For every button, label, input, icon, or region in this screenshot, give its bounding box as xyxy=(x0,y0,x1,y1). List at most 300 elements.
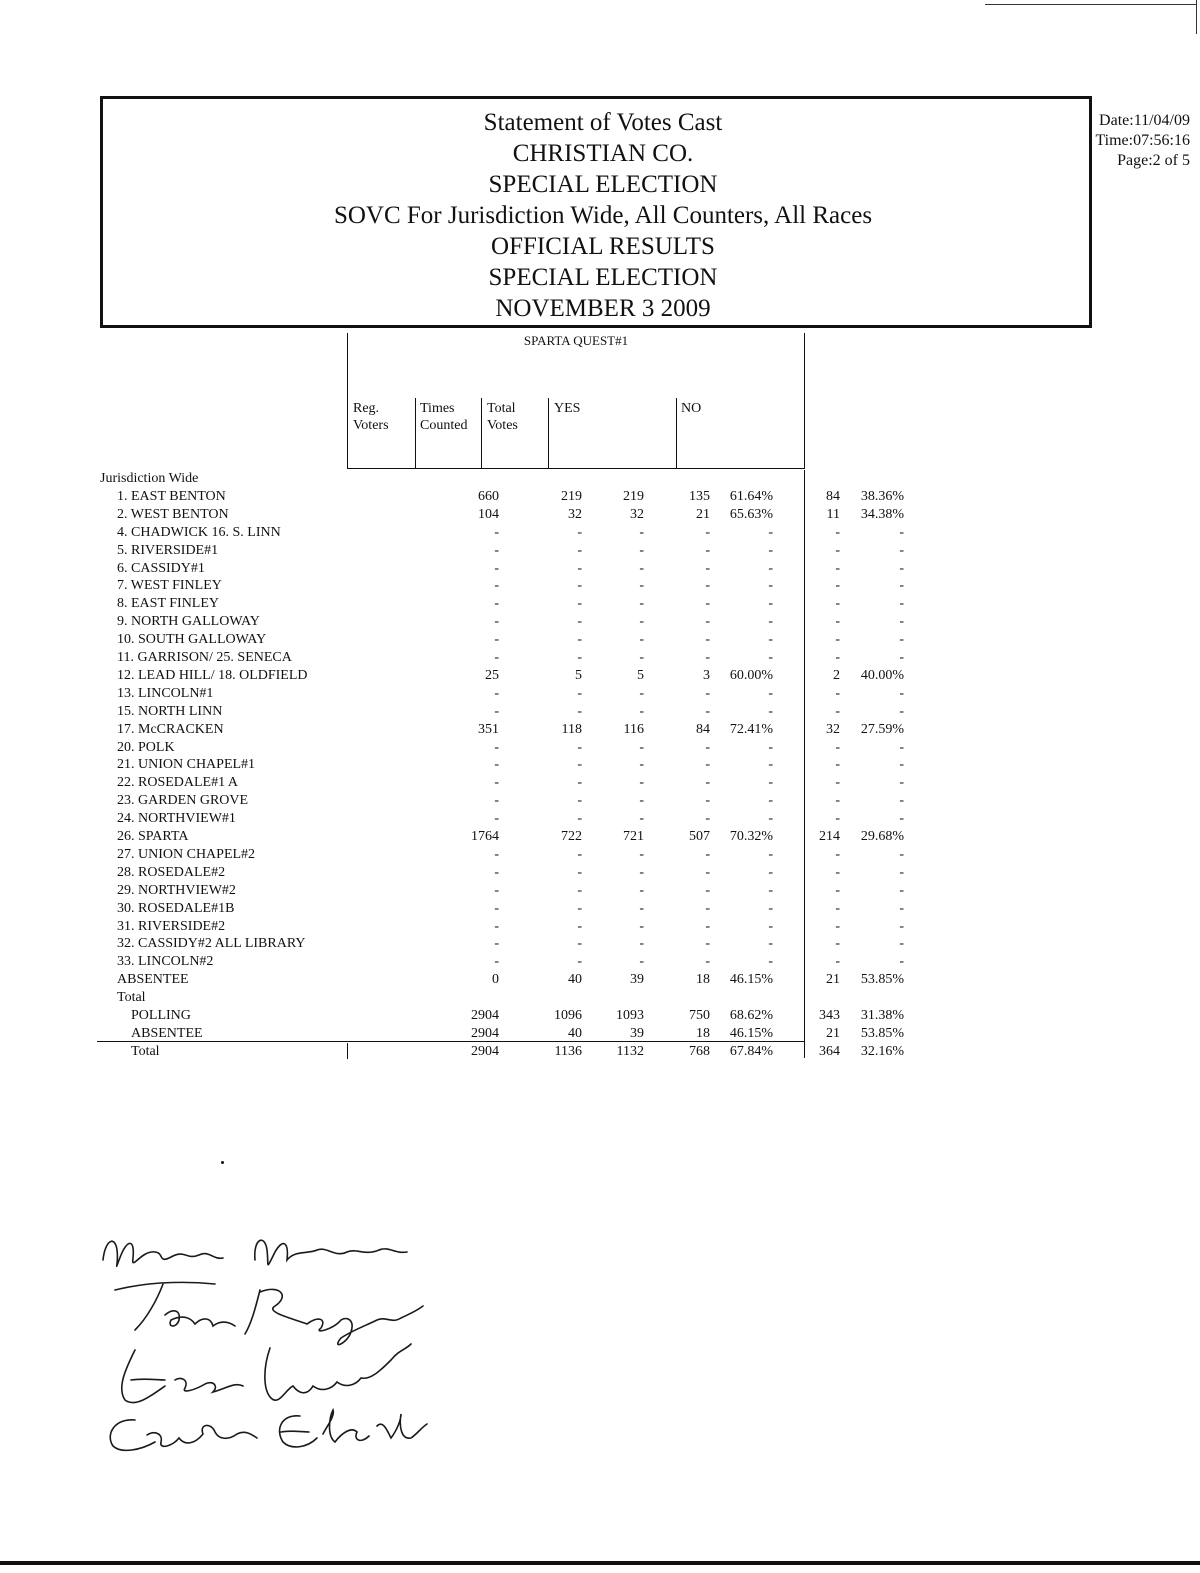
cell-no-pct: - xyxy=(899,954,904,970)
cell-no-pct: - xyxy=(899,650,904,665)
table-row xyxy=(97,756,904,774)
cell-no: 21 xyxy=(826,972,840,988)
row-label: 26. SPARTA xyxy=(117,829,189,844)
cell-reg: - xyxy=(494,846,499,862)
group-label-row xyxy=(97,470,807,488)
row-label: Total xyxy=(117,990,146,1006)
signature-1 xyxy=(103,1240,407,1266)
cell-total: - xyxy=(639,542,644,558)
cell-reg: - xyxy=(494,811,499,827)
cell-yes-pct: 46.15% xyxy=(729,1025,773,1041)
cell-no-pct: - xyxy=(899,703,904,719)
row-label: 2. WEST BENTON xyxy=(117,506,229,522)
cell-total: 721 xyxy=(623,829,644,844)
cell-yes: - xyxy=(705,578,710,594)
report-page: Page:2 of 5 xyxy=(1117,152,1190,169)
cell-yes: 18 xyxy=(696,1025,710,1041)
cell-yes: 3 xyxy=(703,667,710,683)
cell-yes-pct: 70.32% xyxy=(729,829,773,844)
cell-yes-pct: 61.64% xyxy=(729,488,773,504)
cell-yes: - xyxy=(705,596,710,612)
row-label: 33. LINCOLN#2 xyxy=(117,954,214,970)
cell-no-pct: - xyxy=(899,811,904,827)
table-row xyxy=(97,631,904,649)
report-time: Time:07:56:16 xyxy=(1095,132,1190,149)
row-label: 4. CHADWICK 16. S. LINN xyxy=(117,524,281,540)
cell-yes: - xyxy=(705,739,710,755)
cell-times: - xyxy=(577,954,582,970)
row-label: 8. EAST FINLEY xyxy=(117,596,220,612)
cell-no: - xyxy=(835,542,840,558)
cell-no: - xyxy=(835,739,840,755)
row-label: 23. GARDEN GROVE xyxy=(117,793,249,809)
cell-no: - xyxy=(835,614,840,630)
cell-times: 1136 xyxy=(554,1043,582,1059)
cell-times: - xyxy=(577,846,582,862)
table-divider-right xyxy=(804,333,805,469)
cell-total: - xyxy=(639,632,644,648)
row-label: 7. WEST FINLEY xyxy=(117,578,222,594)
table-row xyxy=(97,882,904,900)
cell-no-pct: - xyxy=(899,685,904,701)
cell-no: - xyxy=(835,775,840,791)
cell-no-pct: 27.59% xyxy=(860,721,904,737)
cell-times: - xyxy=(577,614,582,630)
cell-total: 32 xyxy=(630,506,644,522)
cell-yes-pct: - xyxy=(768,882,773,898)
header-title-block xyxy=(103,107,1103,324)
table-row xyxy=(97,667,904,685)
cell-reg: - xyxy=(494,900,499,916)
cell-reg: - xyxy=(494,614,499,630)
cell-no-pct: - xyxy=(899,918,904,934)
cell-yes: - xyxy=(705,703,710,719)
cell-yes: - xyxy=(705,542,710,558)
cell-reg: - xyxy=(494,739,499,755)
col-header-total-votes: Total Votes xyxy=(487,401,518,433)
table-row xyxy=(97,649,904,667)
cell-reg: 351 xyxy=(478,721,499,737)
cell-reg: - xyxy=(494,954,499,970)
cell-yes: 768 xyxy=(689,1043,710,1059)
cell-times: - xyxy=(577,650,582,665)
cell-yes: - xyxy=(705,775,710,791)
cell-total: - xyxy=(639,846,644,862)
cell-times: - xyxy=(577,900,582,916)
scan-edge-line-bottom xyxy=(0,1561,1200,1565)
row-label: ABSENTEE xyxy=(131,1025,203,1041)
cell-no: - xyxy=(835,524,840,540)
subtotal-row xyxy=(97,1007,904,1025)
cell-no-pct: 53.85% xyxy=(860,972,904,988)
cell-reg: - xyxy=(494,685,499,701)
header-line-2: CHRISTIAN CO. xyxy=(512,140,694,167)
col-divider-no xyxy=(676,398,677,469)
cell-yes-pct: - xyxy=(768,846,773,862)
cell-reg: 25 xyxy=(485,667,499,683)
row-label: 29. NORTHVIEW#2 xyxy=(117,882,236,898)
cell-times: 722 xyxy=(561,829,582,844)
cell-times: 118 xyxy=(561,721,582,737)
cell-no: - xyxy=(835,650,840,665)
cell-total: 219 xyxy=(623,488,644,504)
cell-yes-pct: 67.84% xyxy=(729,1043,773,1059)
table-row xyxy=(97,953,904,971)
table-row xyxy=(97,918,904,936)
cell-reg: - xyxy=(494,757,499,773)
col-header-reg-voters: Reg. Voters xyxy=(353,401,389,433)
table-row xyxy=(97,613,904,631)
cell-no-pct: 32.16% xyxy=(860,1043,904,1059)
cell-reg: 2904 xyxy=(471,1008,499,1023)
cell-yes-pct: - xyxy=(768,596,773,612)
row-label: 9. NORTH GALLOWAY xyxy=(117,614,260,630)
signature-2 xyxy=(115,1282,423,1344)
cell-yes-pct: - xyxy=(768,775,773,791)
cell-times: - xyxy=(577,882,582,898)
cell-yes: - xyxy=(705,560,710,576)
table-row xyxy=(97,792,904,810)
cell-yes-pct: - xyxy=(768,578,773,594)
row-label: 20. POLK xyxy=(117,739,175,755)
cell-no: - xyxy=(835,757,840,773)
cell-no: 343 xyxy=(819,1008,840,1023)
table-row xyxy=(97,685,904,703)
cell-reg: 2904 xyxy=(471,1025,499,1041)
cell-yes-pct: - xyxy=(768,560,773,576)
cell-reg: 104 xyxy=(478,506,499,522)
cell-total: - xyxy=(639,900,644,916)
cell-no: 2 xyxy=(833,667,840,683)
cell-no-pct: - xyxy=(899,846,904,862)
col-divider-times xyxy=(415,398,416,469)
cell-reg: - xyxy=(494,882,499,898)
cell-no-pct: 40.00% xyxy=(860,667,904,683)
table-header-rule xyxy=(347,468,805,469)
cell-times: - xyxy=(577,811,582,827)
cell-reg: - xyxy=(494,632,499,648)
cell-reg: - xyxy=(494,703,499,719)
race-title: SPARTA QUEST#1 xyxy=(523,333,629,348)
cell-yes-pct: - xyxy=(768,936,773,952)
cell-total: - xyxy=(639,596,644,612)
cell-total: - xyxy=(639,739,644,755)
cell-times: - xyxy=(577,596,582,612)
cell-no: 84 xyxy=(826,488,840,504)
cell-times: - xyxy=(577,793,582,809)
row-label: 6. CASSIDY#1 xyxy=(117,560,205,576)
table-divider-left xyxy=(347,333,348,469)
col-header-no: NO xyxy=(681,401,702,416)
cell-yes-pct: - xyxy=(768,614,773,630)
cell-total: - xyxy=(639,560,644,576)
cell-no-pct: 34.38% xyxy=(860,506,904,522)
cell-reg: - xyxy=(494,542,499,558)
cell-no: - xyxy=(835,793,840,809)
row-label: 22. ROSEDALE#1 A xyxy=(117,775,238,791)
cell-times: - xyxy=(577,739,582,755)
cell-reg: - xyxy=(494,650,499,665)
cell-total: - xyxy=(639,793,644,809)
table-row xyxy=(97,900,904,918)
table-row xyxy=(97,703,904,721)
cell-total: - xyxy=(639,757,644,773)
cell-no-pct: - xyxy=(899,542,904,558)
cell-no-pct: - xyxy=(899,578,904,594)
table-row xyxy=(97,524,904,542)
cell-yes-pct: - xyxy=(768,703,773,719)
cell-times: - xyxy=(577,524,582,540)
cell-no: - xyxy=(835,900,840,916)
cell-times: - xyxy=(577,632,582,648)
row-label: Total xyxy=(131,1043,160,1059)
cell-times: - xyxy=(577,936,582,952)
cell-yes: 135 xyxy=(689,488,710,504)
row-label: 11. GARRISON/ 25. SENECA xyxy=(117,650,292,665)
cell-no-pct: 53.85% xyxy=(860,1025,904,1041)
cell-no-pct: - xyxy=(899,936,904,952)
cell-total: - xyxy=(639,882,644,898)
cell-yes-pct: - xyxy=(768,918,773,934)
table-row xyxy=(97,721,904,739)
cell-total: - xyxy=(639,703,644,719)
cell-total: - xyxy=(639,775,644,791)
cell-times: 219 xyxy=(561,488,582,504)
cell-no: - xyxy=(835,846,840,862)
row-label: 32. CASSIDY#2 ALL LIBRARY xyxy=(117,936,306,952)
cell-yes: - xyxy=(705,685,710,701)
row-label: 31. RIVERSIDE#2 xyxy=(117,918,226,934)
cell-reg: 660 xyxy=(478,488,499,504)
table-row xyxy=(97,828,904,846)
cell-times: - xyxy=(577,685,582,701)
cell-yes: - xyxy=(705,954,710,970)
table-row xyxy=(97,935,904,953)
cell-times: 40 xyxy=(568,972,582,988)
row-label: 15. NORTH LINN xyxy=(117,703,223,719)
row-label: 21. UNION CHAPEL#1 xyxy=(117,757,256,773)
header-line-4: SOVC For Jurisdiction Wide, All Counters, All Races xyxy=(333,202,873,229)
cell-total: 39 xyxy=(630,972,644,988)
cell-yes: 750 xyxy=(689,1008,710,1023)
cell-times: - xyxy=(577,757,582,773)
cell-times: - xyxy=(577,542,582,558)
cell-yes-pct: - xyxy=(768,650,773,665)
cell-no: 32 xyxy=(826,721,840,737)
cell-reg: - xyxy=(494,864,499,880)
cell-yes: - xyxy=(705,811,710,827)
cell-no-pct: - xyxy=(899,739,904,755)
cell-reg: - xyxy=(494,775,499,791)
cell-no-pct: - xyxy=(899,560,904,576)
cell-reg: - xyxy=(494,793,499,809)
cell-yes: - xyxy=(705,900,710,916)
cell-yes: 21 xyxy=(696,506,710,522)
cell-times: 1096 xyxy=(554,1008,582,1023)
table-row xyxy=(97,560,904,578)
grand-total-row xyxy=(97,1043,904,1061)
col-divider-total xyxy=(481,398,482,469)
cell-yes-pct: - xyxy=(768,685,773,701)
cell-no: - xyxy=(835,936,840,952)
cell-yes-pct: 72.41% xyxy=(729,721,773,737)
table-row xyxy=(97,542,904,560)
report-header xyxy=(100,96,1190,328)
cell-times: - xyxy=(577,918,582,934)
cell-yes-pct: - xyxy=(768,757,773,773)
header-line-1: Statement of Votes Cast xyxy=(483,109,723,136)
col-header-yes: YES xyxy=(554,401,581,416)
cell-yes-pct: - xyxy=(768,864,773,880)
cell-times: - xyxy=(577,703,582,719)
cell-no: - xyxy=(835,703,840,719)
header-line-7: NOVEMBER 3 2009 xyxy=(495,295,711,322)
table-row xyxy=(97,739,904,757)
cell-yes-pct: - xyxy=(768,739,773,755)
cell-times: 40 xyxy=(568,1025,582,1041)
row-label: 24. NORTHVIEW#1 xyxy=(117,811,236,827)
row-label: 10. SOUTH GALLOWAY xyxy=(117,632,267,648)
cell-no: - xyxy=(835,632,840,648)
cell-total: - xyxy=(639,524,644,540)
cell-yes-pct: 46.15% xyxy=(729,972,773,988)
cell-no: - xyxy=(835,596,840,612)
row-label: 28. ROSEDALE#2 xyxy=(117,864,226,880)
row-label: 30. ROSEDALE#1B xyxy=(117,900,235,916)
cell-total: - xyxy=(639,864,644,880)
cell-yes-pct: - xyxy=(768,542,773,558)
cell-no-pct: 31.38% xyxy=(860,1008,904,1023)
table-row xyxy=(97,595,904,613)
cell-no: - xyxy=(835,918,840,934)
cell-yes-pct: - xyxy=(768,793,773,809)
signature-3 xyxy=(122,1344,411,1403)
cell-total: - xyxy=(639,954,644,970)
cell-reg: - xyxy=(494,560,499,576)
cell-total: - xyxy=(639,650,644,665)
row-label: Jurisdiction Wide xyxy=(100,471,199,486)
table-row xyxy=(97,846,904,864)
cell-no-pct: 38.36% xyxy=(860,488,904,504)
cell-times: - xyxy=(577,775,582,791)
cell-no-pct: - xyxy=(899,793,904,809)
header-line-6: SPECIAL ELECTION xyxy=(488,264,718,291)
cell-no: - xyxy=(835,560,840,576)
cell-no-pct: - xyxy=(899,614,904,630)
table-row xyxy=(97,810,904,828)
cell-total: 1093 xyxy=(616,1008,644,1023)
row-label: 13. LINCOLN#1 xyxy=(117,685,214,701)
cell-yes: - xyxy=(705,864,710,880)
total-label-row xyxy=(97,989,807,1007)
header-line-3: SPECIAL ELECTION xyxy=(488,171,718,198)
cell-no-pct: - xyxy=(899,775,904,791)
cell-yes: - xyxy=(705,650,710,665)
cell-no-pct: - xyxy=(899,524,904,540)
cell-reg: 0 xyxy=(492,972,499,988)
cell-yes: 18 xyxy=(696,972,710,988)
cell-total: - xyxy=(639,936,644,952)
cell-no-pct: - xyxy=(899,757,904,773)
cell-no: - xyxy=(835,954,840,970)
cell-times: - xyxy=(577,578,582,594)
cell-yes-pct: - xyxy=(768,954,773,970)
table-row xyxy=(97,774,904,792)
row-label: 12. LEAD HILL/ 18. OLDFIELD xyxy=(117,667,308,683)
header-line-5: OFFICIAL RESULTS xyxy=(491,233,715,260)
row-label: POLLING xyxy=(131,1008,191,1023)
cell-total: 39 xyxy=(630,1025,644,1041)
table-row xyxy=(97,506,904,524)
grand-total-rule xyxy=(97,1041,805,1042)
cell-no: 21 xyxy=(826,1025,840,1041)
cell-no-pct: - xyxy=(899,596,904,612)
cell-yes: - xyxy=(705,524,710,540)
cell-yes: 507 xyxy=(689,829,710,844)
cell-no: - xyxy=(835,578,840,594)
cell-no-pct: - xyxy=(899,900,904,916)
cell-no-pct: - xyxy=(899,882,904,898)
cell-reg: - xyxy=(494,596,499,612)
cell-yes-pct: - xyxy=(768,811,773,827)
cell-total: - xyxy=(639,685,644,701)
cell-no: 11 xyxy=(826,506,840,522)
cell-no: 364 xyxy=(819,1043,840,1059)
cell-reg: - xyxy=(494,578,499,594)
cell-reg: 2904 xyxy=(471,1043,499,1059)
cell-total: - xyxy=(639,614,644,630)
cell-total: 5 xyxy=(637,667,644,683)
cell-yes: - xyxy=(705,846,710,862)
row-label: 27. UNION CHAPEL#2 xyxy=(117,846,256,862)
scan-speck xyxy=(221,1161,224,1164)
cell-times: - xyxy=(577,560,582,576)
table-row xyxy=(97,577,904,595)
cell-yes-pct: 68.62% xyxy=(729,1008,773,1023)
cell-times: 32 xyxy=(568,506,582,522)
cell-yes-pct: - xyxy=(768,524,773,540)
table-row xyxy=(97,971,904,989)
cell-no: 214 xyxy=(819,829,840,844)
cell-total: 1132 xyxy=(616,1043,644,1059)
cell-yes: - xyxy=(705,882,710,898)
row-label: 5. RIVERSIDE#1 xyxy=(117,542,219,558)
cell-times: - xyxy=(577,864,582,880)
cell-no: - xyxy=(835,864,840,880)
cell-yes: - xyxy=(705,757,710,773)
report-meta xyxy=(1063,111,1190,171)
table-row xyxy=(97,488,904,506)
cell-no: - xyxy=(835,811,840,827)
cell-yes: - xyxy=(705,918,710,934)
cell-yes-pct: 60.00% xyxy=(729,667,773,683)
cell-yes: - xyxy=(705,614,710,630)
scan-edge-line-right xyxy=(1196,0,1197,34)
cell-total: 116 xyxy=(623,721,644,737)
cell-no-pct: 29.68% xyxy=(860,829,904,844)
cell-reg: - xyxy=(494,918,499,934)
row-label: ABSENTEE xyxy=(117,972,189,988)
signatures xyxy=(95,1220,435,1470)
cell-yes: 84 xyxy=(696,721,710,737)
cell-reg: - xyxy=(494,524,499,540)
cell-no: - xyxy=(835,685,840,701)
cell-yes: - xyxy=(705,793,710,809)
cell-total: - xyxy=(639,918,644,934)
row-label: 1. EAST BENTON xyxy=(117,488,226,504)
cell-total: - xyxy=(639,578,644,594)
row-label: 17. McCRACKEN xyxy=(117,721,224,737)
